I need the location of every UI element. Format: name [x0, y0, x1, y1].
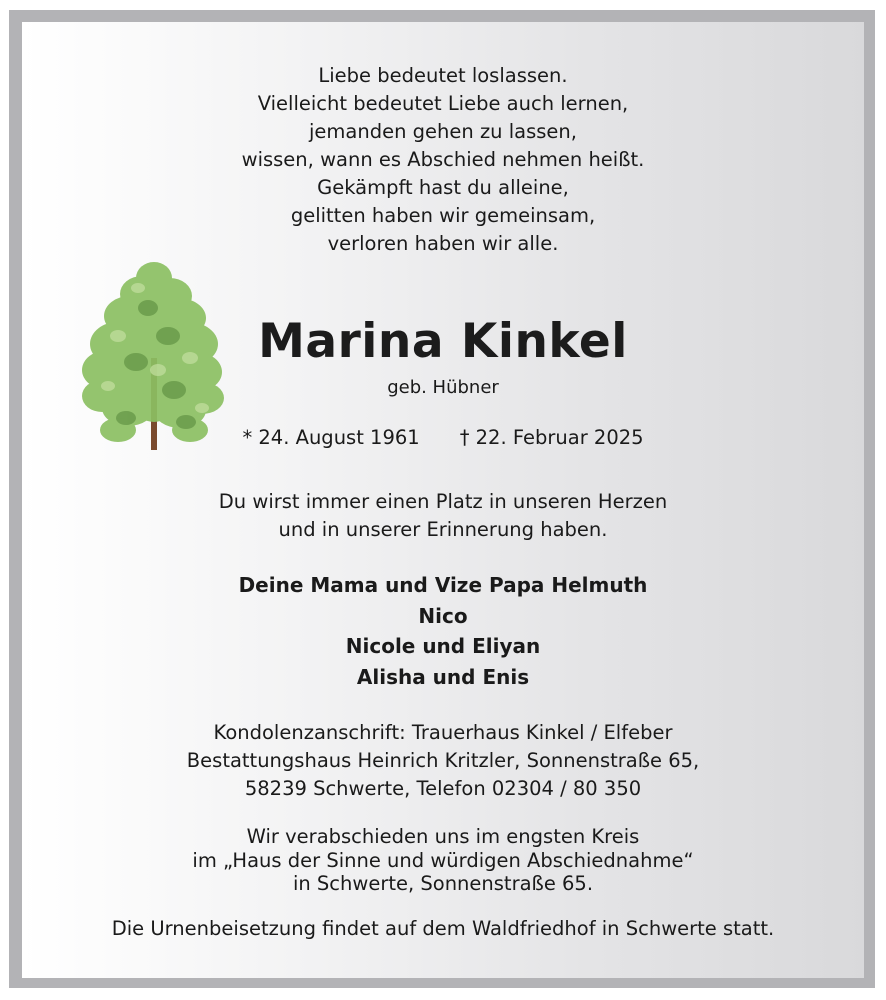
farewell-line: in Schwerte, Sonnenstraße 65. — [292, 872, 594, 895]
farewell-line: im „Haus der Sinne und würdigen Abschiednahme“ — [192, 848, 694, 872]
life-dates — [0, 424, 886, 452]
mourner-line: Nico — [418, 603, 468, 628]
burial-notice: Die Urnenbeisetzung findet auf dem Waldfriedhof in Schwerte statt. — [111, 917, 775, 940]
condolence-address — [0, 719, 886, 803]
farewell-notice — [0, 825, 886, 896]
poem-line: verloren haben wir alle. — [327, 232, 559, 255]
death-date: † 22. Februar 2025 — [459, 426, 644, 449]
condolence-line: Kondolenzanschrift: Trauerhaus Kinkel / Elfeber — [213, 721, 673, 744]
poem-line: jemanden gehen zu lassen, — [309, 120, 577, 143]
condolence-line: Bestattungshaus Heinrich Kritzler, Sonnenstraße 65, — [186, 749, 700, 772]
farewell-line: Wir verabschieden uns im engsten Kreis — [246, 825, 640, 848]
deceased-name: Marina Kinkel — [258, 314, 628, 369]
mourner-line: Deine Mama und Vize Papa Helmuth — [238, 573, 648, 597]
mourner-line: Alisha und Enis — [356, 664, 530, 689]
poem-line: wissen, wann es Abschied nehmen heißt. — [241, 148, 645, 171]
memory-text — [0, 488, 886, 544]
mourners-list — [0, 570, 886, 692]
birth-date: * 24. August 1961 — [242, 426, 420, 449]
condolence-line: 58239 Schwerte, Telefon 02304 / 80 350 — [244, 777, 642, 800]
poem — [0, 62, 886, 258]
memory-line: Du wirst immer einen Platz in unseren Herzen — [218, 490, 668, 513]
poem-line: Vielleicht bedeutet Liebe auch lernen, — [257, 92, 629, 115]
birth-name: geb. Hübner — [387, 377, 499, 398]
mourner-line: Nicole und Eliyan — [345, 634, 541, 658]
poem-line: gelitten haben wir gemeinsam, — [290, 204, 596, 227]
poem-line: Liebe bedeutet loslassen. — [318, 64, 568, 87]
memory-line: und in unserer Erinnerung haben. — [278, 518, 608, 541]
poem-line: Gekämpft hast du alleine, — [317, 176, 569, 199]
